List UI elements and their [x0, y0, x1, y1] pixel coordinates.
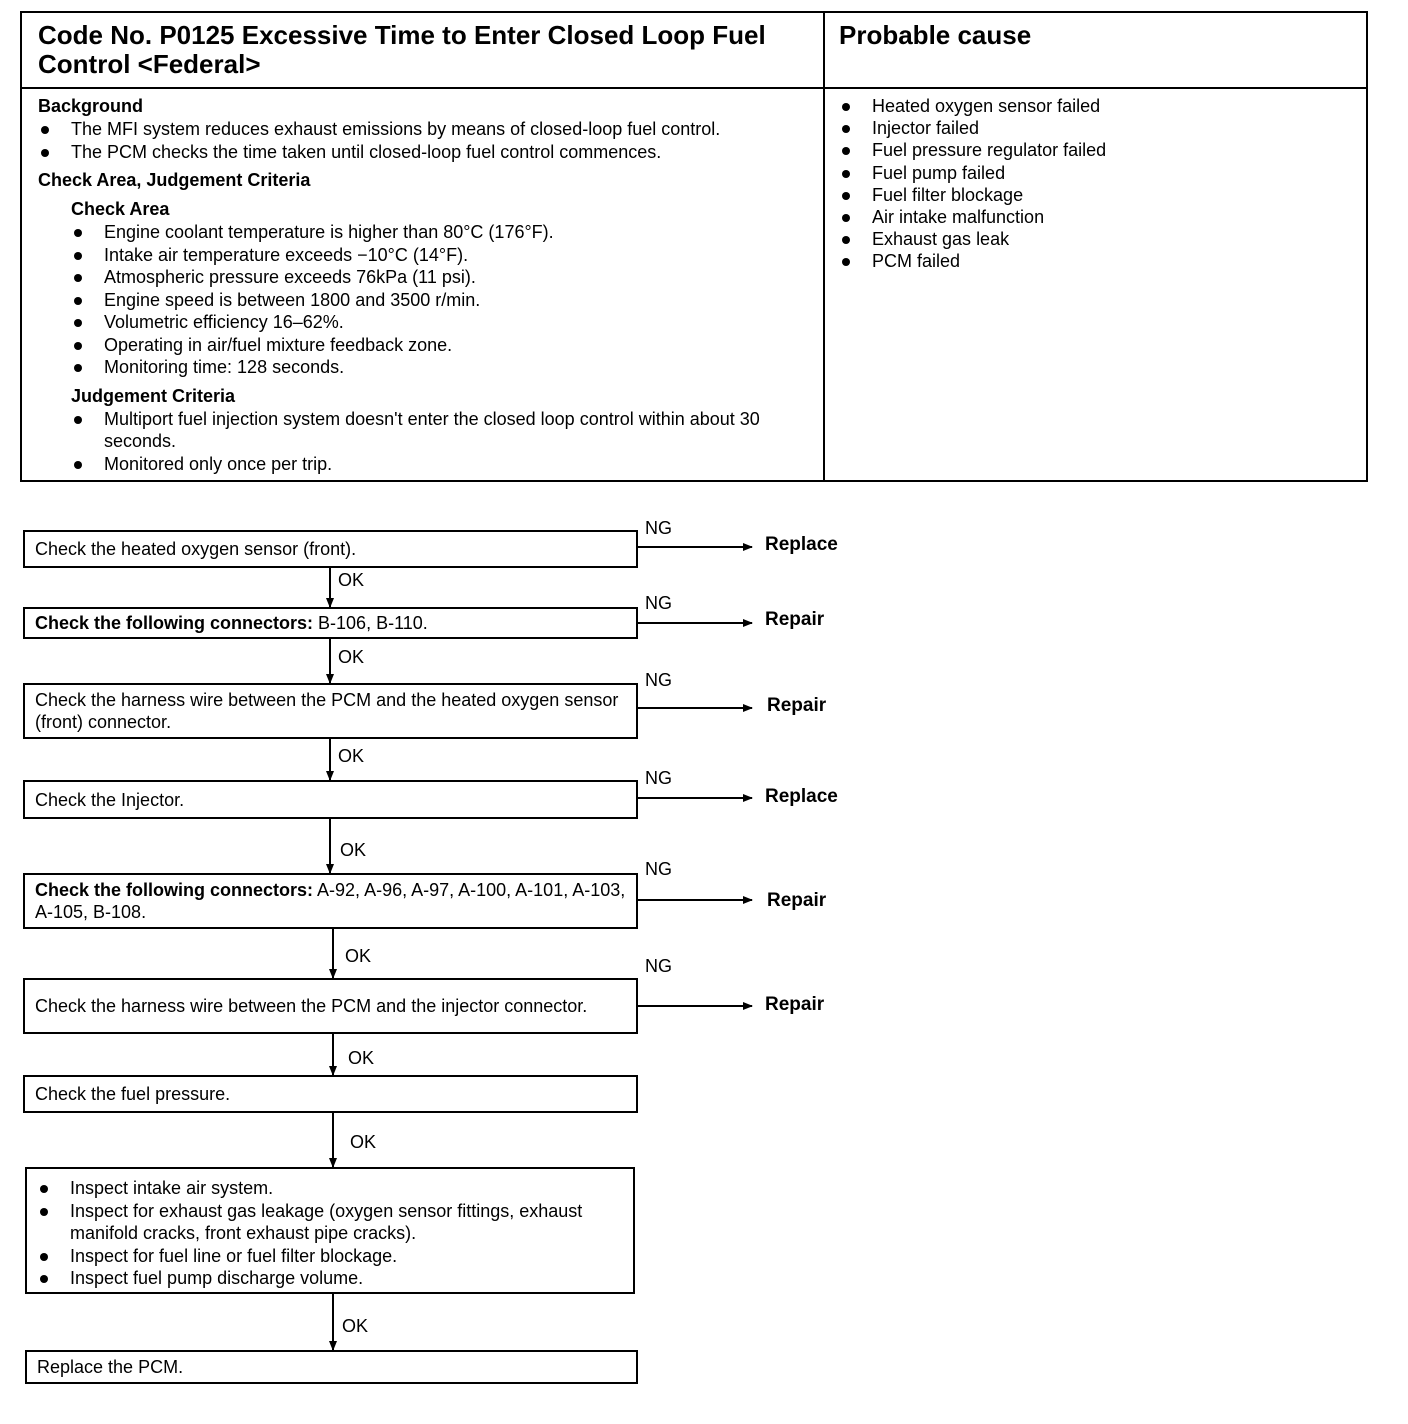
ok-label: OK — [342, 1316, 369, 1336]
step-text: Check the harness wire between the PCM and the injector connector. — [35, 996, 588, 1016]
diagnosis-table — [20, 11, 1368, 482]
list-item: Monitored only once per trip. — [71, 453, 816, 476]
result-replace: Replace — [765, 534, 838, 555]
ng-label: NG — [645, 518, 672, 538]
probable-cause-list — [839, 95, 1359, 273]
list-item: PCM failed — [839, 250, 1359, 272]
list-item: Fuel pressure regulator failed — [839, 139, 1359, 161]
result-repair: Repair — [765, 994, 825, 1015]
background-heading: Background — [38, 96, 144, 116]
list-item: Volumetric efficiency 16–62%. — [71, 311, 828, 334]
ok-label: OK — [348, 1048, 375, 1068]
criteria-heading: Check Area, Judgement Criteria — [38, 170, 311, 190]
list-item: Exhaust gas leak — [839, 228, 1359, 250]
list-item: Air intake malfunction — [839, 206, 1359, 228]
step-replace-pcm — [25, 1350, 638, 1384]
result-repair: Repair — [765, 609, 825, 630]
background-list — [38, 118, 828, 163]
step-text: Check the heated oxygen sensor (front). — [35, 539, 357, 559]
step-check-connectors-b — [23, 607, 638, 639]
result-repair: Repair — [767, 890, 827, 911]
judgement-list — [71, 408, 816, 476]
list-item: Operating in air/fuel mixture feedback zone. — [71, 334, 828, 357]
ok-label: OK — [350, 1132, 377, 1152]
list-item: The PCM checks the time taken until closed-loop fuel control commences. — [38, 141, 828, 164]
ng-label: NG — [645, 670, 672, 690]
list-item: The MFI system reduces exhaust emissions by means of closed-loop fuel control. — [38, 118, 828, 141]
list-item: Engine coolant temperature is higher than 80°C (176°F). — [71, 221, 828, 244]
step-check-injector — [23, 780, 638, 819]
ok-label: OK — [338, 647, 365, 667]
header-divider — [22, 87, 1366, 89]
ok-label: OK — [345, 946, 372, 966]
list-item: Inspect for fuel line or fuel filter blockage. — [37, 1245, 623, 1268]
list-item: Heated oxygen sensor failed — [839, 95, 1359, 117]
list-item: Monitoring time: 128 seconds. — [71, 356, 828, 379]
check-area-heading: Check Area — [71, 199, 170, 219]
result-replace: Replace — [765, 786, 838, 807]
list-item: Inspect intake air system. — [37, 1177, 623, 1200]
probable-cause-column — [839, 95, 1359, 273]
check-area-list — [71, 221, 828, 379]
step-inspect-systems — [25, 1167, 635, 1294]
ng-label: NG — [645, 859, 672, 879]
step-check-fuel-pressure — [23, 1075, 638, 1113]
page-title: Code No. P0125 Excessive Time to Enter Closed Loop Fuel Control <Federal> — [38, 20, 766, 79]
ok-label: OK — [340, 840, 367, 860]
step-check-harness-injector — [23, 978, 638, 1034]
result-repair: Repair — [767, 695, 827, 716]
step-text: Check the fuel pressure. — [35, 1084, 231, 1104]
description-column — [38, 95, 828, 475]
ng-label: NG — [645, 956, 672, 976]
probable-cause-title: Probable cause — [839, 20, 1032, 50]
ng-label: NG — [645, 593, 672, 613]
step-check-connectors-a — [23, 873, 638, 929]
ng-label: NG — [645, 768, 672, 788]
list-item: Multiport fuel injection system doesn't enter the closed loop control within about 30 seconds. — [71, 408, 816, 453]
judgement-heading: Judgement Criteria — [71, 385, 236, 406]
list-item: Fuel pump failed — [839, 162, 1359, 184]
step-text: Replace the PCM. — [37, 1357, 184, 1377]
ok-label: OK — [338, 570, 365, 590]
step-text: Check the following connectors: B-106, B-110. — [35, 613, 428, 633]
list-item: Intake air temperature exceeds −10°C (14°F). — [71, 244, 828, 267]
inspect-list — [37, 1177, 623, 1290]
list-item: Inspect fuel pump discharge volume. — [37, 1267, 623, 1290]
step-text: Check the following connectors: A-92, A-96, A-97, A-100, A-101, A-103, A-105, B-108. — [35, 880, 626, 922]
step-text: Check the Injector. — [35, 789, 185, 810]
list-item: Fuel filter blockage — [839, 184, 1359, 206]
step-check-oxygen-sensor — [23, 530, 638, 568]
ok-label: OK — [338, 746, 365, 766]
step-text: Check the harness wire between the PCM and the heated oxygen sensor (front) connector. — [35, 690, 619, 732]
step-check-harness-oxygen — [23, 683, 638, 739]
check-area-section — [38, 198, 828, 475]
list-item: Atmospheric pressure exceeds 76kPa (11 psi). — [71, 266, 828, 289]
list-item: Inspect for exhaust gas leakage (oxygen sensor fittings, exhaust manifold cracks, front exhaust pipe cracks). — [37, 1200, 623, 1245]
list-item: Engine speed is between 1800 and 3500 r/min. — [71, 289, 828, 312]
list-item: Injector failed — [839, 117, 1359, 139]
